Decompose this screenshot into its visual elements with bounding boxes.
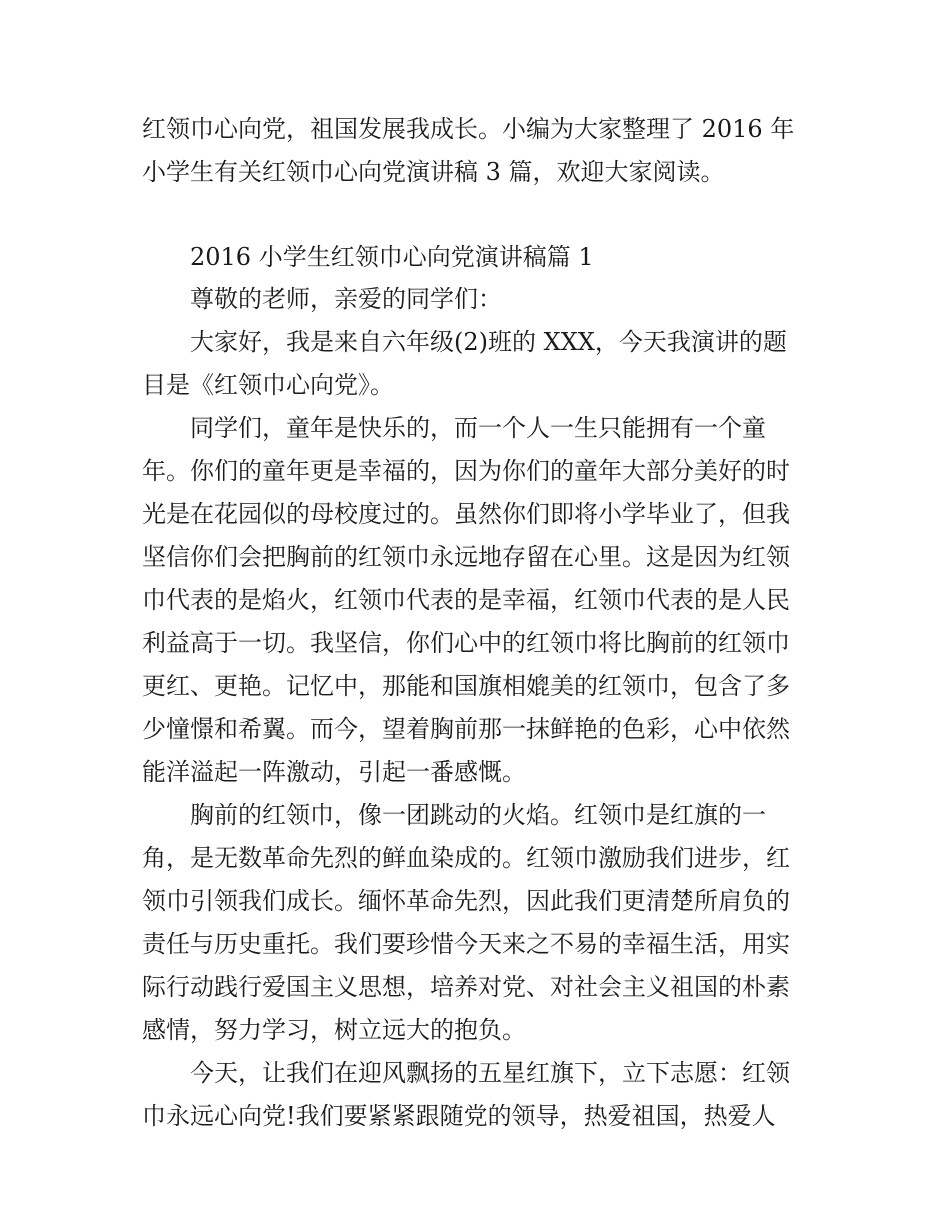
paragraph-line: 利益高于一切。我坚信，你们心中的红领巾将比胸前的红领巾 [142,629,790,657]
paragraph-line: 目是《红领巾心向党》。 [142,371,394,399]
salutation: 尊敬的老师，亲爱的同学们： [190,285,502,313]
paragraph-line: 年。你们的童年更是幸福的，因为你们的童年大部分美好的时 [142,457,790,485]
paragraph-line: 巾永远心向党!我们要紧紧跟随党的领导，热爱祖国，热爱人 [142,1102,776,1130]
paragraph-line: 更红、更艳。记忆中，那能和国旗相媲美的红领巾，包含了多 [142,672,790,700]
paragraph-line: 责任与历史重托。我们要珍惜今天来之不易的幸福生活，用实 [142,930,790,958]
paragraph-line: 大家好，我是来自六年级(2)班的 XXX，今天我演讲的题 [190,328,787,356]
intro-line: 红领巾心向党，祖国发展我成长。小编为大家整理了 2016 年 [142,115,795,143]
article-title: 2016 小学生红领巾心向党演讲稿篇 1 [190,243,594,271]
paragraph-line: 角，是无数革命先烈的鲜血染成的。红领巾激励我们进步，红 [142,844,790,872]
paragraph-line: 领巾引领我们成长。缅怀革命先烈，因此我们更清楚所肩负的 [142,887,790,915]
intro-line: 小学生有关红领巾心向党演讲稿 3 篇，欢迎大家阅读。 [142,158,725,186]
paragraph-line: 坚信你们会把胸前的红领巾永远地存留在心里。这是因为红领 [142,543,790,571]
paragraph-line: 同学们，童年是快乐的，而一个人一生只能拥有一个童 [190,414,766,442]
paragraph-line: 能洋溢起一阵激动，引起一番感慨。 [142,758,526,786]
paragraph-line: 少憧憬和希翼。而今，望着胸前那一抹鲜艳的色彩，心中依然 [142,715,790,743]
paragraph-line: 际行动践行爱国主义思想，培养对党、对社会主义祖国的朴素 [142,973,790,1001]
paragraph-line: 胸前的红领巾，像一团跳动的火焰。红领巾是红旗的一 [190,801,766,829]
paragraph-line: 感情，努力学习，树立远大的抱负。 [142,1016,526,1044]
paragraph-line: 今天，让我们在迎风飘扬的五星红旗下，立下志愿：红领 [190,1059,790,1087]
paragraph-line: 光是在花园似的母校度过的。虽然你们即将小学毕业了，但我 [142,500,790,528]
paragraph-line: 巾代表的是焰火，红领巾代表的是幸福，红领巾代表的是人民 [142,586,790,614]
